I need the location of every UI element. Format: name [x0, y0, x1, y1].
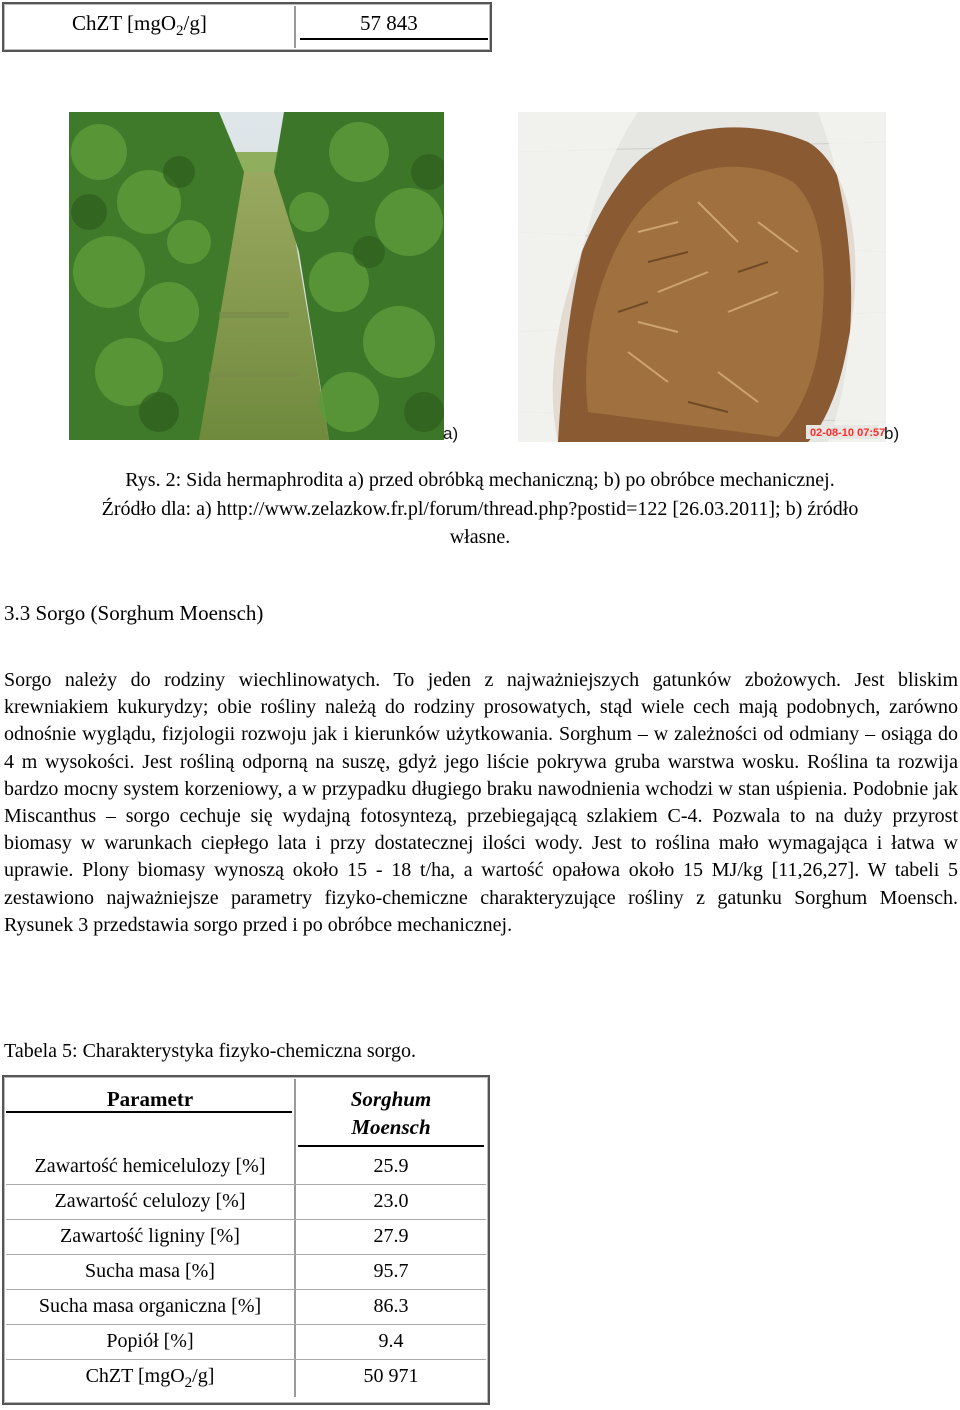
row-value: 25.9 [373, 1155, 409, 1177]
table-row [6, 1184, 486, 1219]
top-table-underline [300, 38, 488, 40]
header-underline-param [6, 1111, 292, 1113]
table-5 [2, 1075, 490, 1405]
row-param: ChZT [mgO$_2$/g] [85, 1365, 215, 1391]
row-param: Zawartość ligniny [%] [60, 1225, 240, 1247]
row-value: 95.7 [373, 1260, 409, 1282]
table-row [6, 1254, 486, 1289]
row-value: 86.3 [373, 1295, 409, 1317]
row-value: 9.4 [378, 1330, 404, 1352]
photo-sida-chips [518, 112, 886, 442]
row-param: Sucha masa organiczna [%] [38, 1295, 262, 1317]
figure-caption-line1: Rys. 2: Sida hermaphrodita a) przed obróbką mechaniczną; b) po obróbce mechanicznej. [125, 469, 835, 491]
top-table-param: ChZT [mgO$_2$/g] [72, 11, 207, 39]
table-header-value-line2: Moensch [351, 1115, 431, 1139]
header-underline-value [298, 1145, 484, 1147]
table-caption: Tabela 5: Charakterystyka fizyko-chemiczna sorgo. [4, 1040, 416, 1062]
figure-caption-line3: własne. [449, 526, 511, 548]
top-table-divider [294, 6, 296, 48]
top-table-value: 57 843 [360, 11, 418, 35]
section-heading: 3.3 Sorgo (Sorghum Moensch) [4, 601, 264, 625]
row-param: Popiół [%] [106, 1330, 194, 1352]
table-row [6, 1219, 486, 1254]
photo-date-stamp: 02-08-10 07:57 [810, 427, 886, 439]
table-header-value-line1: Sorghum [350, 1087, 432, 1111]
row-value: 23.0 [373, 1190, 409, 1212]
table-row [6, 1289, 486, 1324]
row-value: 50 971 [363, 1365, 419, 1387]
table-row-chzt [6, 1359, 486, 1394]
row-value: 27.9 [373, 1225, 409, 1247]
table-row [6, 1324, 486, 1359]
row-param: Sucha masa [%] [85, 1260, 215, 1282]
top-table-fragment [2, 2, 490, 50]
photo-sida-field [69, 112, 444, 440]
row-param: Zawartość celulozy [%] [54, 1190, 246, 1212]
table-header-param: Parametr [106, 1087, 194, 1111]
table-header-value [296, 1085, 486, 1141]
table-row [6, 1149, 486, 1184]
row-param: Zawartość hemicelulozy [%] [34, 1155, 266, 1177]
section-paragraph: Sorgo należy do rodziny wiechlinowatych. To jeden z najważniejszych gatunków zbożowych. Jest bliskim krewniakiem kukurydzy; obie rośliny należą do rodziny prosowatych, stąd wiele cech mają podobnych, zarówno odnośnie wyglądu, fizjologii rozwoju jak i kierunków użytkowania. Sorghum – w zależności od odmiany – osiąga do 4 m wysokości. Jest rośliną odporną na suszę, gdyż jego liście pokrywa gruba warstwa wosku. Roślina ta rozwija bardzo mocny system korzeniowy, a w przypadku długiego braku nawodnienia wchodzi w stan uśpienia. Podobnie jak Miscanthus – sorgo cechuje się wydajną fotosyntezą, przebiegającą szlakiem C-4. Pozwala to na duży przyrost biomasy w warunkach ciepłego lata i przy dostatecznej ilości wody. Jest to roślina mało wymagająca i łatwa w uprawie. Plony biomasy wynoszą około 15 - 18 t/ha, a wartość opałowa około 15 MJ/kg [11,26,27]. W tabeli 5 zestawiono najważniejsze parametry fizyko-chemiczne charakteryzujące rośliny z gatunku Sorghum Moensch. Rysunek 3 przedstawia sorgo przed i po obróbce mechanicznej. [4, 669, 958, 936]
photo-b-label: b) [884, 424, 900, 443]
figure-caption-line2: Źródło dla: a) http://www.zelazkow.fr.pl/forum/thread.php?postid=122 [26.03.2011]; b) źródło [101, 498, 859, 520]
photo-a-label: a) [443, 424, 459, 443]
